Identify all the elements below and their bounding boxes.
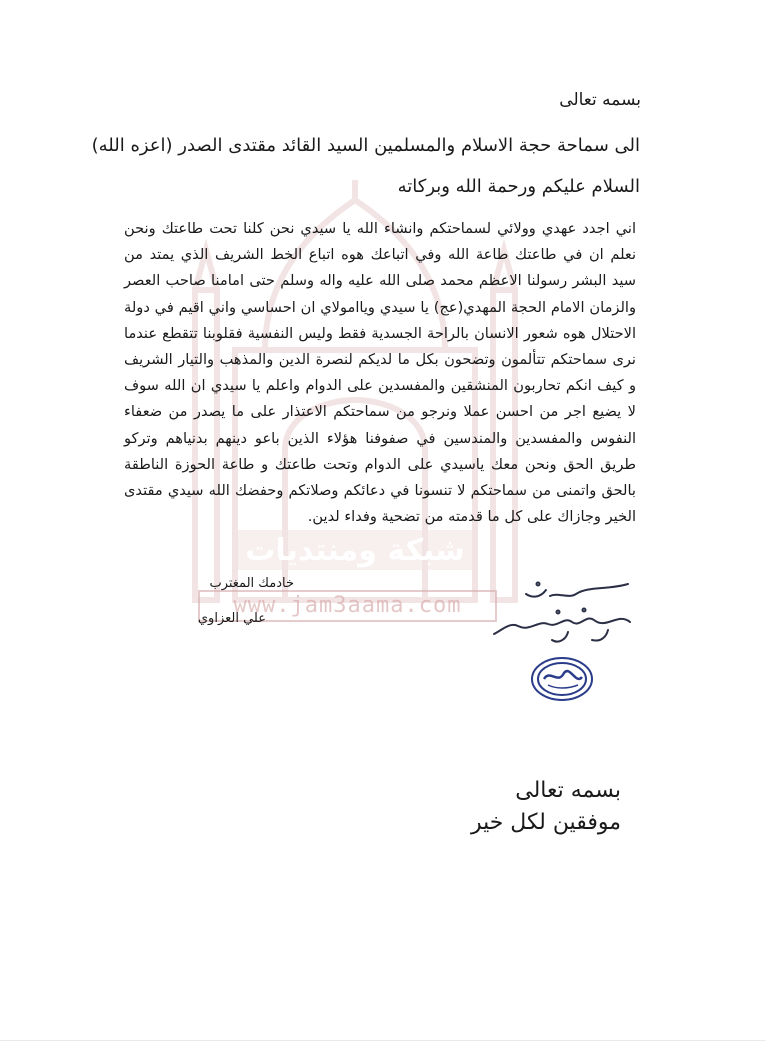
letter-recipient: الى سماحة حجة الاسلام والمسلمين السيد القائد مقتدى الصدر (اعزه الله) [91, 135, 640, 156]
scan-edge-divider [0, 1040, 766, 1041]
reply-message: موفقين لكل خير [470, 810, 621, 835]
official-seal-icon [530, 655, 595, 703]
signature-name: علي العزاوي [197, 611, 266, 626]
reply-basmala: بسمه تعالى [515, 778, 621, 803]
handwritten-signature-icon [488, 572, 638, 652]
watermark-url: www.jam3aama.com [198, 590, 497, 622]
letter-greeting: السلام عليكم ورحمة الله وبركاته [397, 176, 640, 197]
letter-basmala: بسمه تعالى [559, 90, 641, 110]
svg-text:شبكة ومنتديات: شبكة ومنتديات [245, 533, 465, 568]
signature-role: خادمك المغترب [209, 576, 294, 591]
letter-body: اني اجدد عهدي وولائي لسماحتكم وانشاء الله يا سيدي نحن كلنا تحت طاعتك ونحن نعلم ان في طاعتك طاعة الله وفي اتباعك هوه اتباع الخط الشريف الذي يمتد من سيد البشر رسولنا الاعظم محمد صلى الله عليه واله وسلم حتى امامنا صاحب العصر والزمان الامام الحجة المهدي(عج) يا سيدي وياامولاي ان احساسي واني اقيم في دولة الاحتلال هوه شعور الانسان بالراحة الجسدية فقط وليس النفسية فقلوبنا تتقطع عندما نرى سماحتكم تتألمون وتضحون بكل ما لديكم لنصرة الدين والمذهب والتيار الشريف و كيف انكم تحاربون المنشقين والمفسدين على الدوام واعلم يا سيدي ان الله سوف لا يضيع اجر من احسن عملا ونرجو من سماحتكم الاعتذار على ما يصدر من ضعفاء النفوس والمفسدين والمندسين في صفوفنا هؤلاء الذين باعو دينهم بدنياهم وتركو طريق الحق ونحن معك ياسيدي على الدوام وتحت طاعتك و طاعة الحوزة الناطقة بالحق واتمنى من سماحتكم لا تنسونا في دعائكم وصلاتكم وحفضك الله سيدي مقتدى الخير وجازاك على كل ما قدمته من تضحية وفداء لدين. [124, 220, 636, 526]
